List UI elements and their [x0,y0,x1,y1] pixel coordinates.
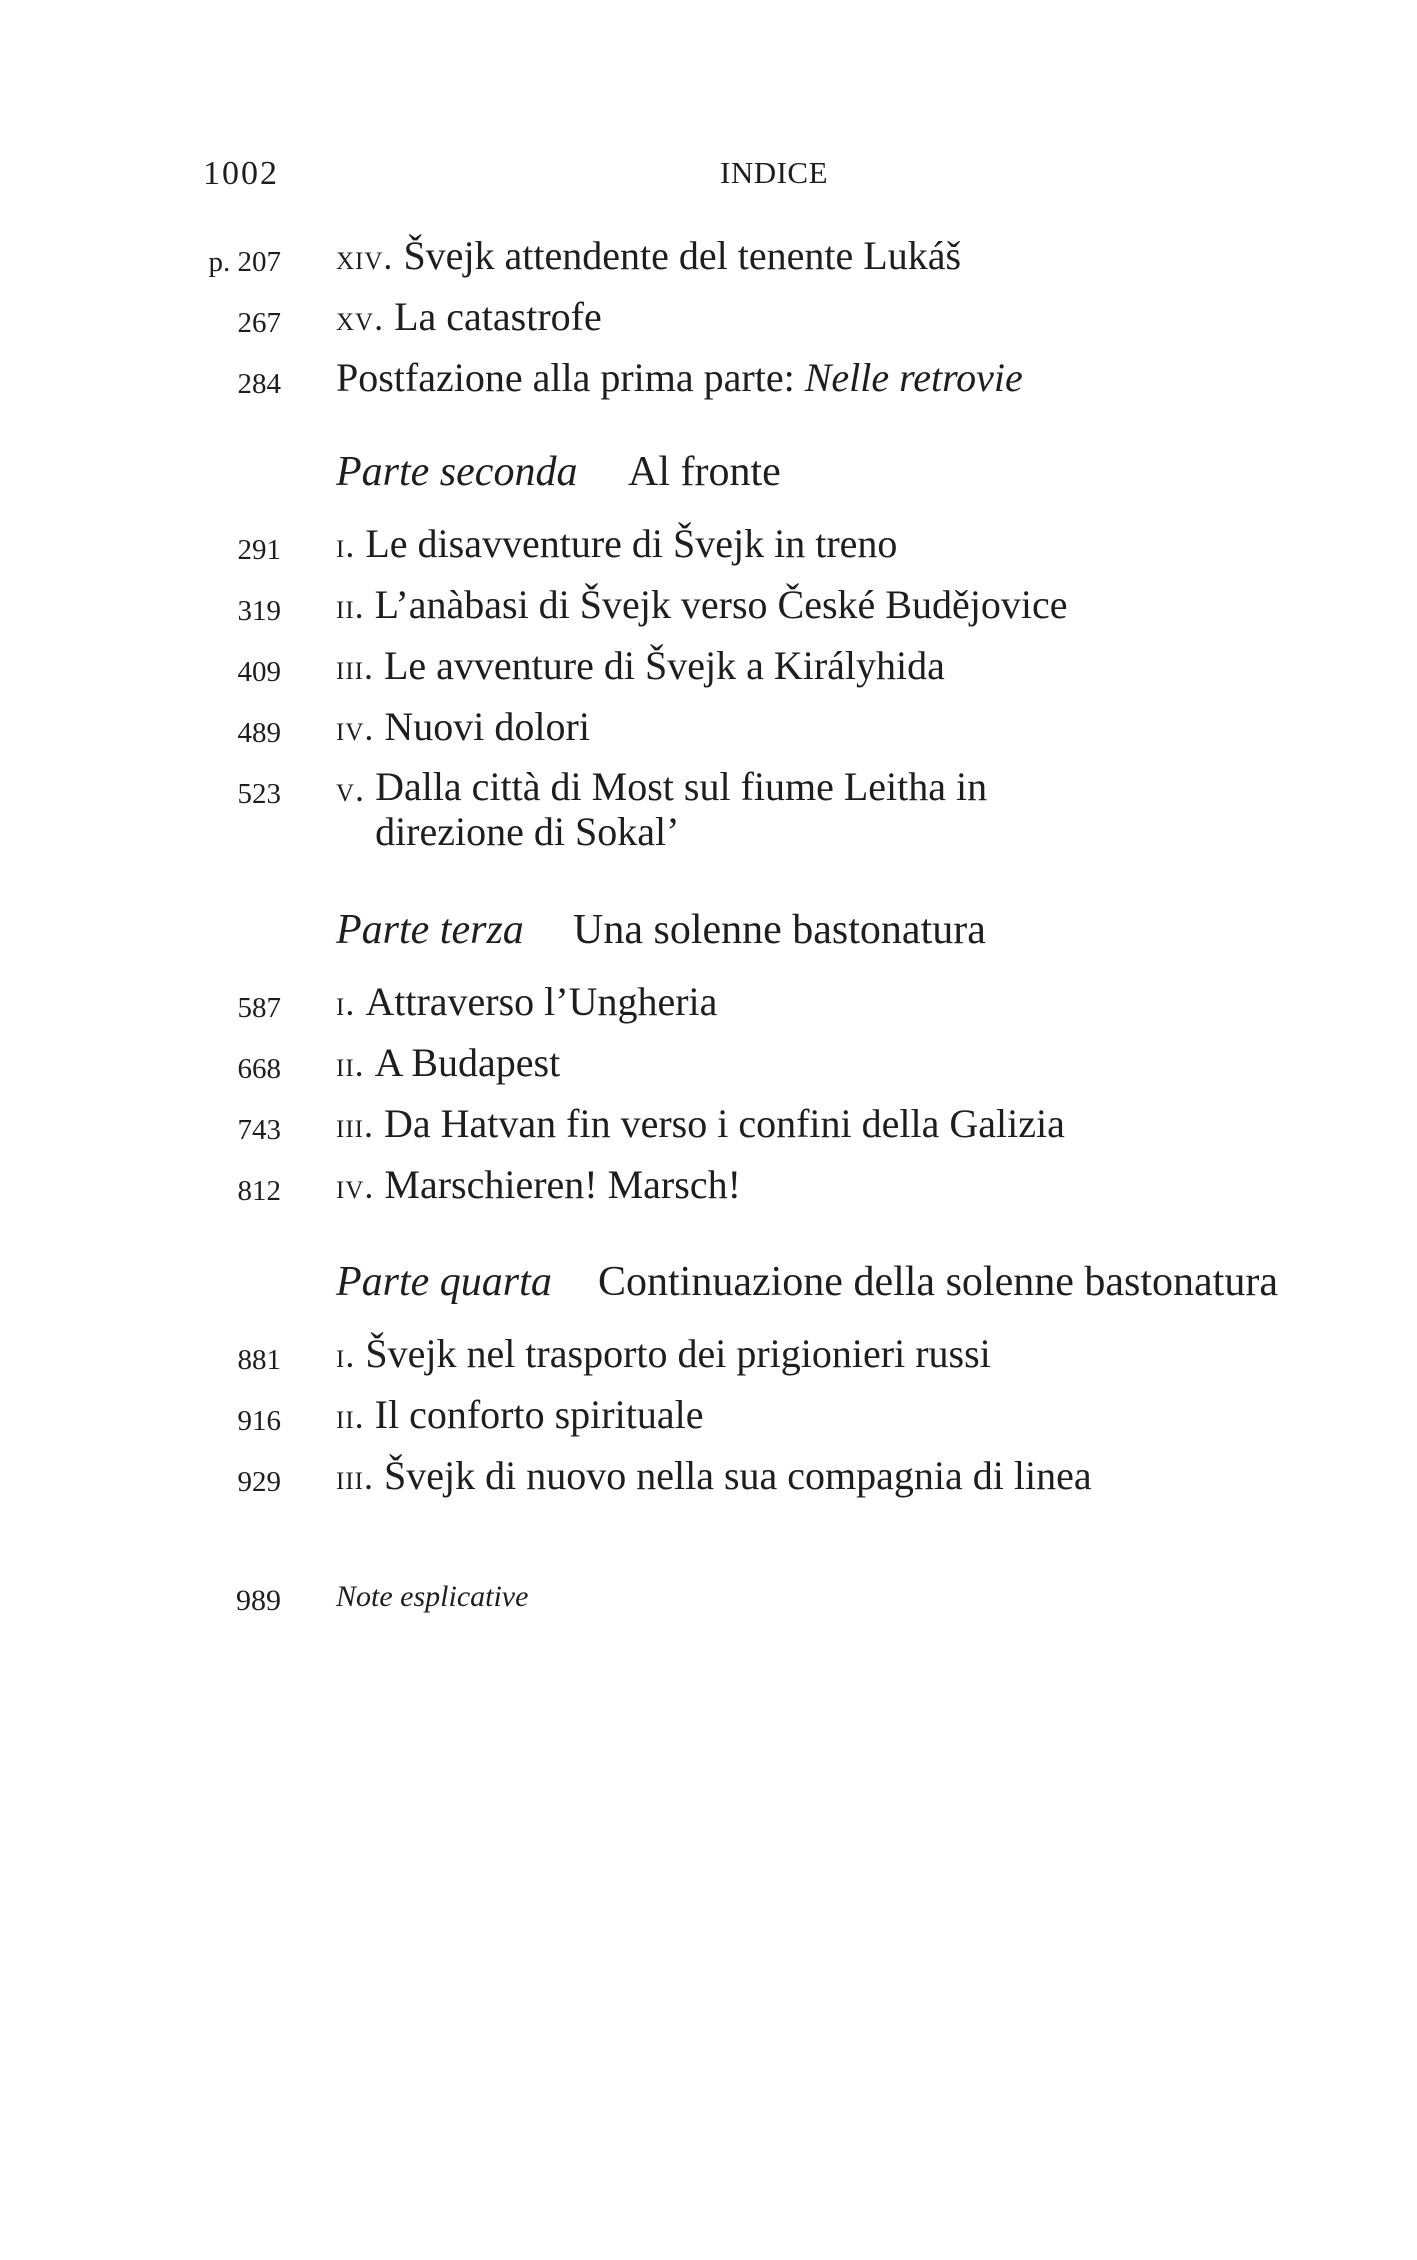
chapter-title: Švejk nel trasporto dei prigionieri russi [365,1331,991,1376]
chapter-title: La catastrofe [394,294,602,339]
part-two [0,448,1417,864]
toc-entry [0,978,1417,1039]
toc-entry [0,1100,1417,1161]
entry-page: 284 [237,368,281,400]
part-label: Parte terza [336,907,524,953]
toc-entry [0,520,1417,581]
chapter-number: ii. [336,586,365,626]
chapter-number: iii. [336,647,374,687]
entry-chapter [336,354,1023,402]
toc-entry [0,1039,1417,1100]
toc-entry [0,642,1417,703]
entry-page: 916 [237,1405,281,1437]
toc-entry [0,232,1417,293]
chapter-title: Švejk di nuovo nella sua compagnia di linea [383,1453,1092,1498]
part-heading [0,906,1417,978]
chapter-number: i. [336,525,356,565]
toc-entry [0,764,1417,864]
entry-chapter [336,1100,1065,1149]
entry-chapter [336,1161,741,1210]
running-head-title: INDICE [720,155,829,190]
postface-title-plain: Postfazione alla prima parte: [336,355,805,400]
chapter-title: Marschieren! Marsch! [384,1162,741,1207]
page-number: 1002 [203,155,279,192]
entry-page: 929 [237,1466,281,1498]
entry-page: 812 [237,1175,281,1207]
entry-page: 587 [237,992,281,1024]
part-title: Continuazione della solenne bastonatura [598,1259,1278,1305]
entry-page: 881 [237,1344,281,1376]
chapter-number: iv. [336,708,375,748]
entry-page: p. 207 [208,246,281,278]
entry-chapter [336,1039,560,1088]
toc-entry [0,1452,1417,1513]
chapter-number: xiv. [336,237,394,277]
chapter-title: Švejk attendente del tenente Lukáš [403,233,962,278]
entry-page: 668 [237,1053,281,1085]
part-label: Parte seconda [336,449,578,495]
toc-entry [0,1161,1417,1222]
entry-page: 291 [237,534,281,566]
toc-entry [0,293,1417,354]
toc-entry [0,354,1417,415]
chapter-number: iii. [336,1105,374,1145]
entry-chapter [336,520,897,569]
toc-entry [0,703,1417,764]
entry-page: 409 [237,656,281,688]
chapter-title: L’anàbasi di Švejk verso České Budějovice [374,582,1068,627]
notes-entry [0,1580,1417,1630]
toc-entry [0,581,1417,642]
chapter-title: Le avventure di Švejk a Királyhida [383,643,945,688]
chapter-number: i. [336,1335,356,1375]
entry-chapter [336,232,961,281]
part-one-entries [0,232,1417,415]
toc-entry [0,1330,1417,1391]
part-heading [0,1258,1417,1330]
chapter-title: Da Hatvan fin verso i confini della Galizia [383,1101,1065,1146]
entry-chapter [336,1330,991,1379]
entry-page: 489 [237,717,281,749]
toc-entry [0,1391,1417,1452]
chapter-number: ii. [336,1044,365,1084]
notes-title: Note esplicative [336,1580,529,1613]
chapter-title [336,354,1023,402]
chapter-title: Dalla città di Most sul fiume Leitha in direzione di Sokal’ [375,764,988,854]
part-title: Al fronte [628,449,781,495]
entry-chapter [336,293,602,342]
part-heading [0,448,1417,520]
entry-chapter [336,703,590,752]
chapter-number: iii. [336,1457,374,1497]
part-three [0,906,1417,1222]
part-label: Parte quarta [336,1259,552,1305]
part-four [0,1258,1417,1513]
entry-page: 523 [237,778,281,810]
entry-chapter [336,581,1067,630]
entry-chapter [336,978,717,1027]
chapter-title: Le disavventure di Švejk in treno [365,521,898,566]
entry-chapter [336,764,1075,854]
chapter-title: Nuovi dolori [384,704,590,749]
entry-page: 743 [237,1114,281,1146]
chapter-title: A Budapest [374,1040,561,1085]
chapter-number: xv. [336,298,385,338]
entry-page: 989 [236,1584,281,1617]
chapter-title: Attraverso l’Ungheria [365,979,718,1024]
chapter-title: Il conforto spirituale [374,1392,704,1437]
chapter-number: iv. [336,1166,375,1206]
entry-chapter [336,642,945,691]
chapter-number: i. [336,983,356,1023]
chapter-number: v. [336,769,366,809]
entry-chapter [336,1452,1092,1501]
part-title: Una solenne bastonatura [573,907,986,953]
postface-title-italic: Nelle retrovie [804,355,1023,400]
entry-page: 319 [237,595,281,627]
chapter-number: ii. [336,1396,365,1436]
entry-chapter [336,1391,703,1440]
entry-page: 267 [237,307,281,339]
